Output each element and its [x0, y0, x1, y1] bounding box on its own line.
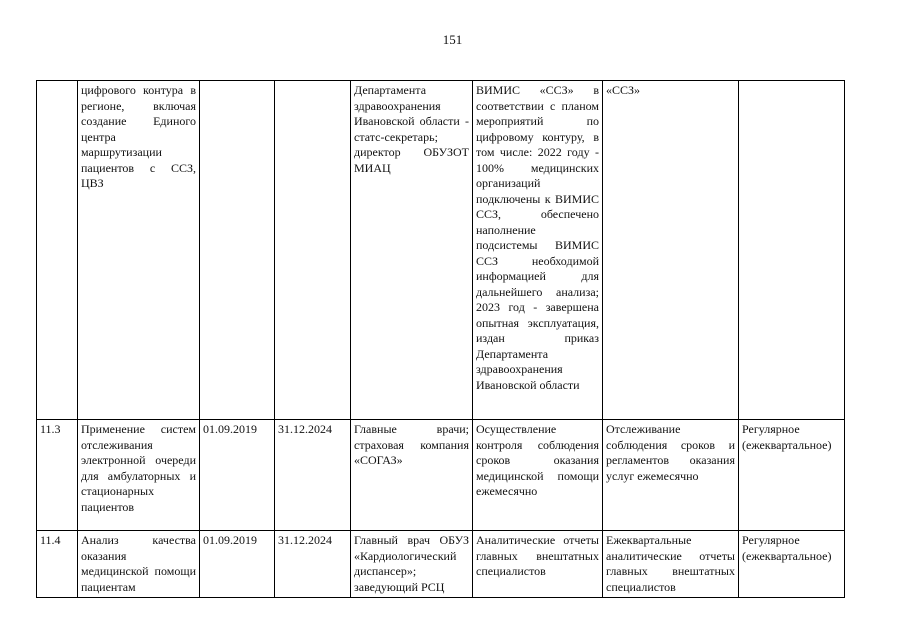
- cell-result: Аналитические отчеты главных внештатных специалистов: [473, 531, 603, 598]
- cell-periodicity: [739, 81, 845, 420]
- cell-num: [37, 81, 78, 420]
- cell-start-date: 01.09.2019: [200, 420, 275, 531]
- cell-periodicity: Регулярное (ежеквартальное): [739, 420, 845, 531]
- cell-action: Применение систем отслеживания электронной очереди для амбулаторных и стационарных пациентов: [78, 420, 200, 531]
- cell-responsible: Департамента здравоохранения Ивановской области - статс-секретарь; директор ОБУЗОТ МИАЦ: [351, 81, 473, 420]
- table-row: [37, 420, 845, 531]
- cell-result: ВИМИС «ССЗ» в соответствии с планом мероприятий по цифровому контуру, в том числе: 2022 году - 100% медицинских организаций подключены к ВИМИС ССЗ, обеспечено наполнение подсистемы ВИМИС ССЗ необходимой информацией для дальнейшего анализа; 2023 год - завершена опытная эксплуатация, издан приказ Департамента здравоохранения Ивановской области: [473, 81, 603, 420]
- cell-end-date: 31.12.2024: [275, 531, 351, 598]
- cell-control: Ежеквартальные аналитические отчеты главных внештатных специалистов: [603, 531, 739, 598]
- cell-result: Осуществление контроля соблюдения сроков оказания медицинской помощи ежемесячно: [473, 420, 603, 531]
- cell-end-date: [275, 81, 351, 420]
- table-row: [37, 531, 845, 598]
- cell-end-date: 31.12.2024: [275, 420, 351, 531]
- cell-start-date: 01.09.2019: [200, 531, 275, 598]
- cell-control: «ССЗ»: [603, 81, 739, 420]
- cell-start-date: [200, 81, 275, 420]
- cell-num: 11.4: [37, 531, 78, 598]
- cell-periodicity: Регулярное (ежеквартальное): [739, 531, 845, 598]
- cell-responsible: Главный врач ОБУЗ «Кардиологический диспансер»; заведующий РСЦ: [351, 531, 473, 598]
- cell-action: цифрового контура в регионе, включая создание Единого центра маршрутизации пациентов с ССЗ, ЦВЗ: [78, 81, 200, 420]
- table-row: [37, 81, 845, 420]
- cell-control: Отслеживание соблюдения сроков и регламентов оказания услуг ежемесячно: [603, 420, 739, 531]
- cell-num: 11.3: [37, 420, 78, 531]
- cell-responsible: Главные врачи; страховая компания «СОГАЗ»: [351, 420, 473, 531]
- cell-action: Анализ качества оказания медицинской помощи пациентам: [78, 531, 200, 598]
- page-number: 151: [442, 32, 463, 47]
- measures-table: [36, 80, 845, 598]
